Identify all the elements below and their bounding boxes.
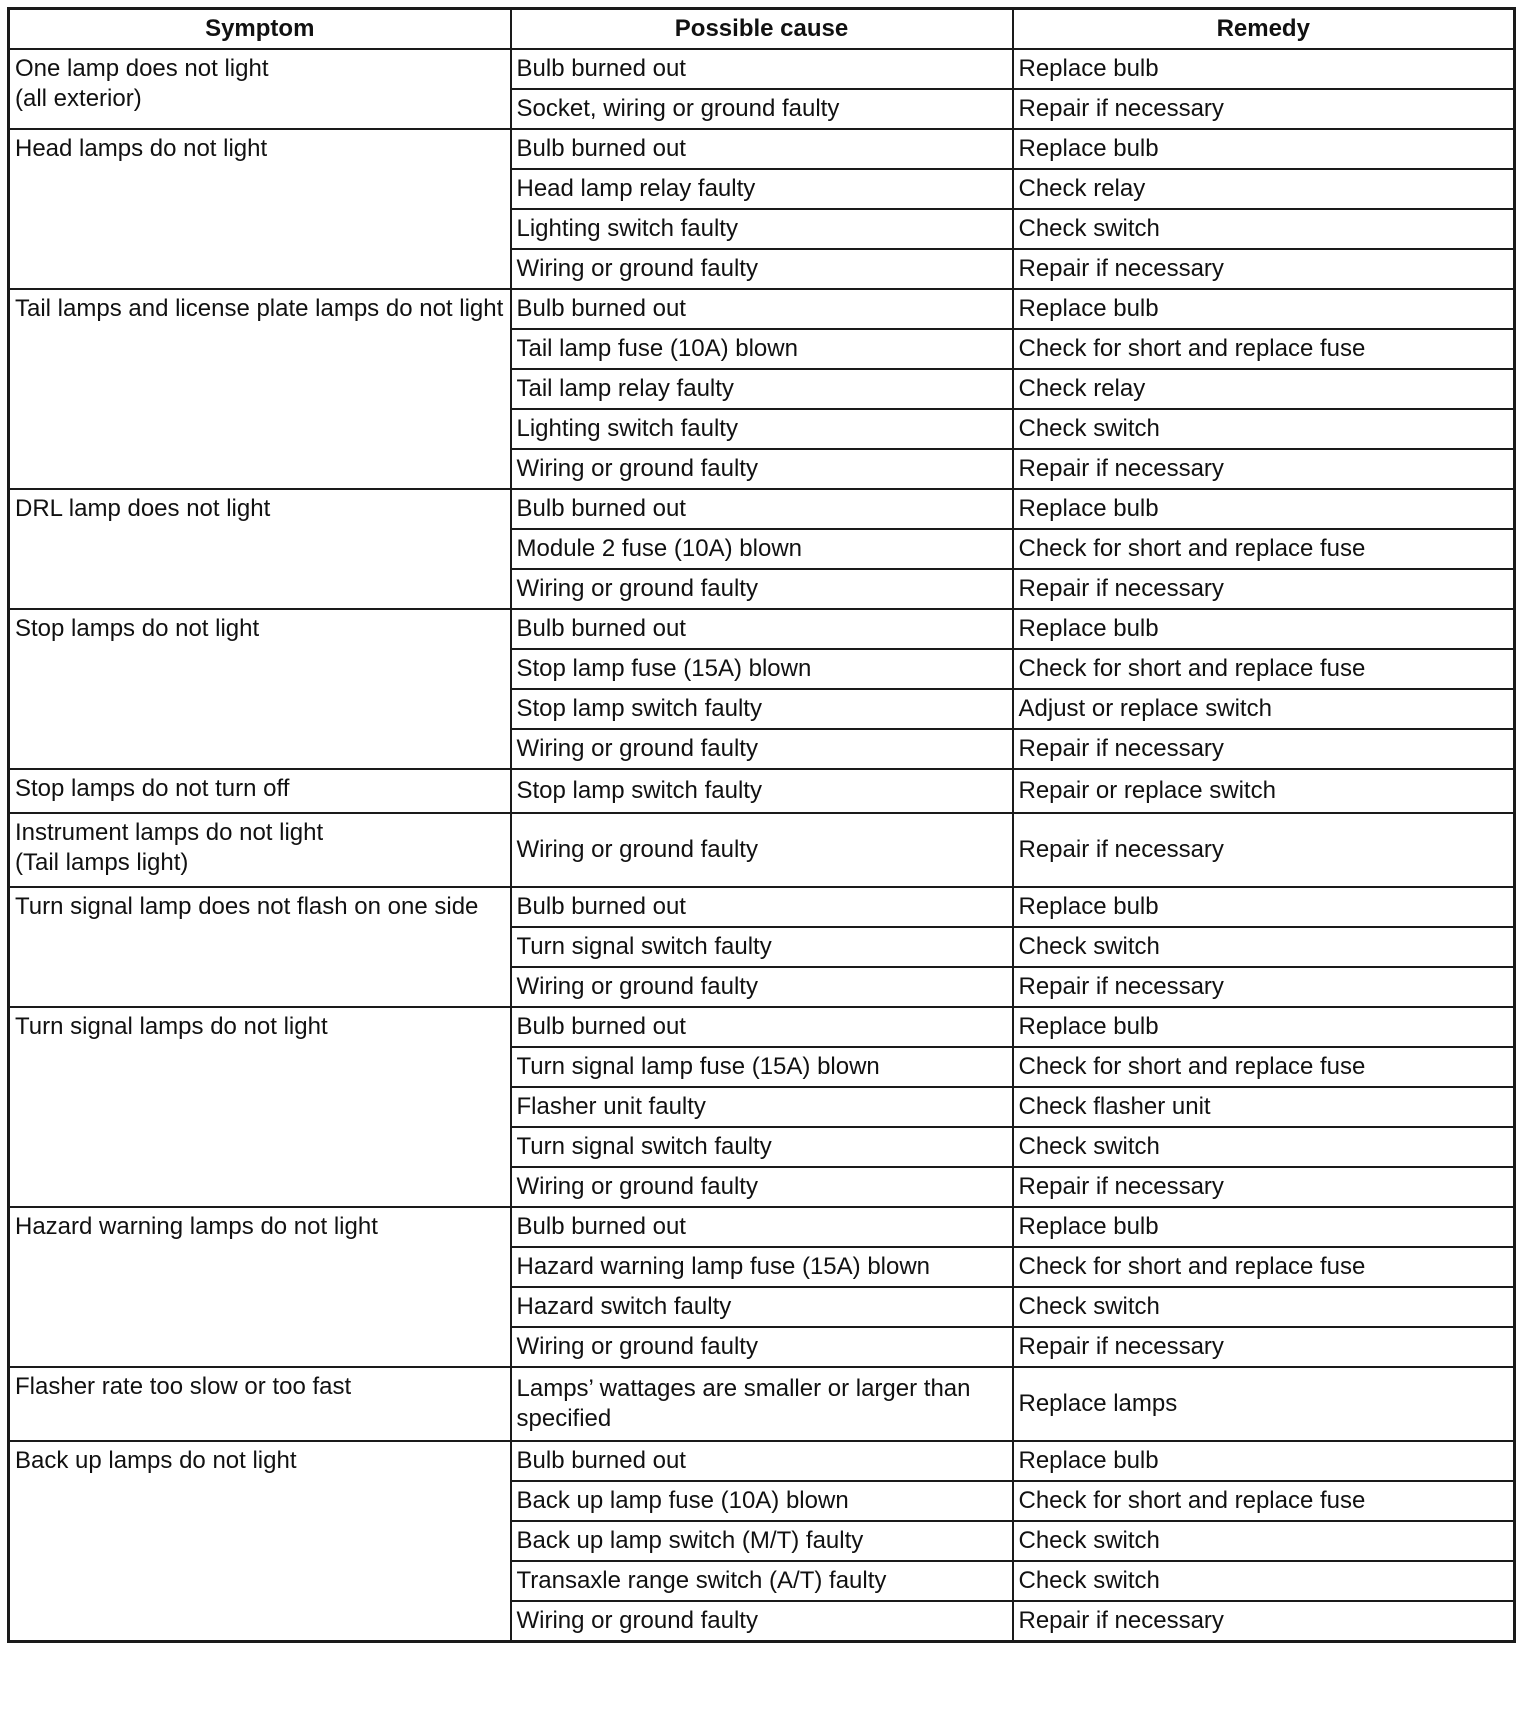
table-row: [9, 609, 1515, 649]
table-row: [9, 49, 1515, 89]
cause-cell: Wiring or ground faulty: [511, 967, 1013, 1007]
cause-cell: Back up lamp switch (M/T) faulty: [511, 1521, 1013, 1561]
remedy-cell: Replace bulb: [1013, 1207, 1515, 1247]
cause-cell: Hazard warning lamp fuse (15A) blown: [511, 1247, 1013, 1287]
cause-cell: Turn signal lamp fuse (15A) blown: [511, 1047, 1013, 1087]
header-remedy: Remedy: [1013, 9, 1515, 50]
cause-cell: Flasher unit faulty: [511, 1087, 1013, 1127]
table-row: [9, 1441, 1515, 1481]
cause-cell: Stop lamp switch faulty: [511, 769, 1013, 813]
remedy-cell: Repair if necessary: [1013, 249, 1515, 289]
symptom-cell: Head lamps do not light: [9, 129, 511, 289]
remedy-cell: Check for short and replace fuse: [1013, 1247, 1515, 1287]
symptom-cell: Hazard warning lamps do not light: [9, 1207, 511, 1367]
remedy-cell: Replace bulb: [1013, 129, 1515, 169]
remedy-cell: Replace bulb: [1013, 1007, 1515, 1047]
remedy-cell: Repair if necessary: [1013, 729, 1515, 769]
symptom-cell: One lamp does not light (all exterior): [9, 49, 511, 129]
cause-cell: Bulb burned out: [511, 129, 1013, 169]
remedy-cell: Replace bulb: [1013, 49, 1515, 89]
cause-cell: Bulb burned out: [511, 49, 1013, 89]
remedy-cell: Replace bulb: [1013, 887, 1515, 927]
remedy-cell: Repair if necessary: [1013, 813, 1515, 887]
symptom-cell: Turn signal lamp does not flash on one side: [9, 887, 511, 1007]
cause-cell: Tail lamp fuse (10A) blown: [511, 329, 1013, 369]
remedy-cell: Replace bulb: [1013, 489, 1515, 529]
symptom-cell: Stop lamps do not turn off: [9, 769, 511, 813]
cause-cell: Socket, wiring or ground faulty: [511, 89, 1013, 129]
cause-cell: Wiring or ground faulty: [511, 1601, 1013, 1642]
cause-cell: Turn signal switch faulty: [511, 927, 1013, 967]
cause-cell: Bulb burned out: [511, 887, 1013, 927]
cause-cell: Lighting switch faulty: [511, 409, 1013, 449]
remedy-cell: Check for short and replace fuse: [1013, 1047, 1515, 1087]
symptom-cell: Stop lamps do not light: [9, 609, 511, 769]
remedy-cell: Check switch: [1013, 1287, 1515, 1327]
table-row: [9, 813, 1515, 887]
remedy-cell: Check flasher unit: [1013, 1087, 1515, 1127]
symptom-cell: Back up lamps do not light: [9, 1441, 511, 1642]
remedy-cell: Repair or replace switch: [1013, 769, 1515, 813]
symptom-cell: DRL lamp does not light: [9, 489, 511, 609]
remedy-cell: Check for short and replace fuse: [1013, 329, 1515, 369]
cause-cell: Head lamp relay faulty: [511, 169, 1013, 209]
symptom-cell: Tail lamps and license plate lamps do not light: [9, 289, 511, 489]
remedy-cell: Check relay: [1013, 169, 1515, 209]
cause-cell: Bulb burned out: [511, 1207, 1013, 1247]
symptom-cell: Instrument lamps do not light (Tail lamps light): [9, 813, 511, 887]
cause-cell: Stop lamp fuse (15A) blown: [511, 649, 1013, 689]
remedy-cell: Repair if necessary: [1013, 449, 1515, 489]
remedy-cell: Check switch: [1013, 927, 1515, 967]
cause-cell: Bulb burned out: [511, 1007, 1013, 1047]
remedy-cell: Repair if necessary: [1013, 1327, 1515, 1367]
cause-cell: Bulb burned out: [511, 489, 1013, 529]
table-row: [9, 769, 1515, 813]
remedy-cell: Repair if necessary: [1013, 569, 1515, 609]
cause-cell: Wiring or ground faulty: [511, 249, 1013, 289]
remedy-cell: Check switch: [1013, 1521, 1515, 1561]
cause-cell: Lighting switch faulty: [511, 209, 1013, 249]
cause-cell: Wiring or ground faulty: [511, 449, 1013, 489]
table-row: [9, 129, 1515, 169]
cause-cell: Module 2 fuse (10A) blown: [511, 529, 1013, 569]
table-row: [9, 289, 1515, 329]
table-row: [9, 489, 1515, 529]
cause-cell: Wiring or ground faulty: [511, 729, 1013, 769]
remedy-cell: Check for short and replace fuse: [1013, 1481, 1515, 1521]
cause-cell: Stop lamp switch faulty: [511, 689, 1013, 729]
remedy-cell: Check switch: [1013, 209, 1515, 249]
header-possible-cause: Possible cause: [511, 9, 1013, 50]
remedy-cell: Repair if necessary: [1013, 1167, 1515, 1207]
remedy-cell: Replace bulb: [1013, 1441, 1515, 1481]
table-body: [9, 49, 1515, 1642]
cause-cell: Transaxle range switch (A/T) faulty: [511, 1561, 1013, 1601]
cause-cell: Wiring or ground faulty: [511, 569, 1013, 609]
cause-cell: Bulb burned out: [511, 609, 1013, 649]
remedy-cell: Check switch: [1013, 1127, 1515, 1167]
remedy-cell: Check for short and replace fuse: [1013, 529, 1515, 569]
cause-cell: Lamps’ wattages are smaller or larger than specified: [511, 1367, 1013, 1441]
header-symptom: Symptom: [9, 9, 511, 50]
remedy-cell: Check relay: [1013, 369, 1515, 409]
cause-cell: Wiring or ground faulty: [511, 1327, 1013, 1367]
cause-cell: Hazard switch faulty: [511, 1287, 1013, 1327]
remedy-cell: Replace bulb: [1013, 609, 1515, 649]
remedy-cell: Check switch: [1013, 1561, 1515, 1601]
remedy-cell: Repair if necessary: [1013, 89, 1515, 129]
remedy-cell: Check switch: [1013, 409, 1515, 449]
troubleshooting-table: [7, 7, 1516, 1643]
symptom-cell: Flasher rate too slow or too fast: [9, 1367, 511, 1441]
cause-cell: Bulb burned out: [511, 289, 1013, 329]
remedy-cell: Repair if necessary: [1013, 967, 1515, 1007]
cause-cell: Turn signal switch faulty: [511, 1127, 1013, 1167]
remedy-cell: Replace bulb: [1013, 289, 1515, 329]
remedy-cell: Repair if necessary: [1013, 1601, 1515, 1642]
cause-cell: Back up lamp fuse (10A) blown: [511, 1481, 1013, 1521]
remedy-cell: Check for short and replace fuse: [1013, 649, 1515, 689]
table-row: [9, 1207, 1515, 1247]
table-header: [9, 9, 1515, 50]
cause-cell: Tail lamp relay faulty: [511, 369, 1013, 409]
symptom-cell: Turn signal lamps do not light: [9, 1007, 511, 1207]
cause-cell: Wiring or ground faulty: [511, 813, 1013, 887]
table-row: [9, 1367, 1515, 1441]
remedy-cell: Adjust or replace switch: [1013, 689, 1515, 729]
cause-cell: Wiring or ground faulty: [511, 1167, 1013, 1207]
table-row: [9, 1007, 1515, 1047]
remedy-cell: Replace lamps: [1013, 1367, 1515, 1441]
table-row: [9, 887, 1515, 927]
header-row: [9, 9, 1515, 50]
cause-cell: Bulb burned out: [511, 1441, 1013, 1481]
